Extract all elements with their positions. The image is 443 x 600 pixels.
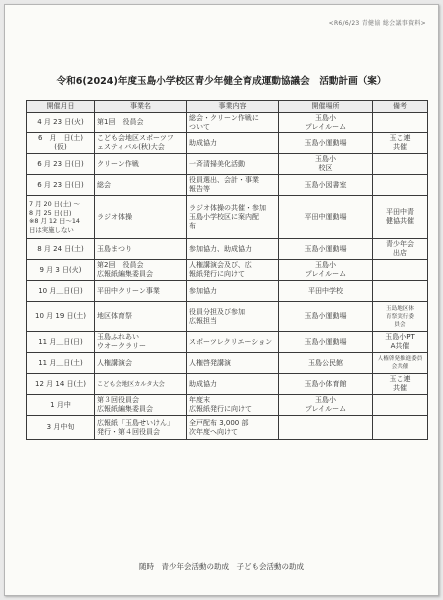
cell-date	[27, 353, 95, 374]
cell-place	[279, 353, 373, 374]
cell-note-line: 玉島小PT	[385, 333, 415, 341]
cell-place	[279, 113, 373, 133]
cell-date-line: 6 月 日(土)	[38, 134, 83, 142]
table-row	[27, 113, 428, 133]
cell-event-line: 広報紙「玉島せいけん」	[97, 418, 174, 427]
cell-content	[187, 332, 279, 353]
cell-event-line: こども会地区カルタ大会	[97, 380, 165, 388]
cell-note-line: 玉こ連	[389, 134, 411, 142]
table-row	[27, 239, 428, 260]
cell-place	[279, 416, 373, 440]
cell-content-line: 玉島小学校区に案内配	[189, 212, 259, 221]
cell-date-line: 3 月中旬	[46, 423, 75, 431]
cell-content-line: 報告等	[189, 185, 210, 193]
cell-date-line: ※8 月 12 日～14	[29, 217, 80, 225]
cell-event	[95, 133, 187, 154]
cell-event-line: 発行・第４回役員会	[97, 427, 160, 436]
cell-note	[373, 196, 428, 239]
cell-place-line: 玉島小運動場	[304, 337, 347, 346]
cell-content	[187, 302, 279, 332]
cell-content	[187, 113, 279, 133]
cell-event-line: 地区体育祭	[97, 312, 132, 320]
cell-event-line: こども会地区スポーツフ	[97, 134, 174, 142]
cell-place-line: 校区	[318, 164, 333, 172]
cell-content-line: 布	[189, 221, 196, 230]
header-place: 開催場所	[279, 101, 373, 113]
cell-note	[373, 133, 428, 154]
cell-event-line: 人権講演会	[97, 358, 132, 367]
cell-date	[27, 260, 95, 281]
cell-date-line: 日は実施しない	[29, 225, 74, 234]
header-note: 備考	[373, 101, 428, 113]
activity-plan-table	[26, 100, 428, 440]
cell-date	[27, 239, 95, 260]
cell-event-line: クリーン作戦	[97, 159, 139, 168]
table-row	[27, 133, 428, 154]
cell-place	[279, 239, 373, 260]
cell-event	[95, 239, 187, 260]
cell-date	[27, 332, 95, 353]
cell-note	[373, 374, 428, 395]
cell-note-line: A共催	[390, 342, 410, 350]
cell-date	[27, 302, 95, 332]
table-row	[27, 302, 428, 332]
cell-content	[187, 353, 279, 374]
cell-note	[373, 154, 428, 175]
cell-place	[279, 374, 373, 395]
cell-note-line: 共催	[393, 143, 407, 151]
cell-date-line: 4 月 23 日(火)	[37, 118, 84, 126]
cell-note	[373, 332, 428, 353]
cell-content-line: 一斉清掃美化活動	[189, 159, 245, 168]
cell-place	[279, 175, 373, 196]
cell-note-line: 育祭実行委	[386, 313, 414, 320]
cell-event-line: 第2回 役員会	[97, 261, 144, 269]
cell-event	[95, 175, 187, 196]
cell-date	[27, 154, 95, 175]
cell-content	[187, 196, 279, 239]
cell-place-line: プレイルーム	[304, 270, 347, 278]
cell-note	[373, 353, 428, 374]
cell-place	[279, 395, 373, 416]
cell-place	[279, 281, 373, 302]
cell-place-line: 玉島公民館	[308, 358, 343, 367]
cell-note	[373, 239, 428, 260]
cell-date-line: 10 月 19 日(土)	[35, 312, 86, 320]
cell-content-line: 人権啓発講演	[189, 358, 231, 367]
cell-note	[373, 113, 428, 133]
cell-place	[279, 260, 373, 281]
cell-place-line: 玉島小運動場	[304, 312, 347, 320]
cell-content	[187, 416, 279, 440]
cell-content-line: 参加協力、助成協力	[189, 244, 252, 253]
cell-event	[95, 196, 187, 239]
cell-content	[187, 154, 279, 175]
cell-place-line: 平田中運動場	[304, 212, 347, 221]
cell-event	[95, 302, 187, 332]
cell-event-line: 第３回役員会	[97, 396, 139, 404]
cell-event	[95, 353, 187, 374]
cell-content-line: 報紙発行に向けて	[189, 270, 245, 278]
cell-place	[279, 196, 373, 239]
cell-content	[187, 239, 279, 260]
cell-content	[187, 281, 279, 302]
cell-place-line: プレイルーム	[304, 405, 347, 413]
cell-date-line: 9 月 3 日(火)	[39, 265, 82, 274]
cell-event-line: 総会	[97, 180, 111, 189]
cell-event	[95, 281, 187, 302]
cell-content-line: 次年度へ向けて	[189, 427, 238, 436]
cell-note-line: 玉島地区体	[386, 305, 414, 312]
cell-date-line: 10 月＿日(日)	[38, 286, 83, 295]
cell-event	[95, 332, 187, 353]
cell-content-line: 全戸配布 3,000 部	[189, 418, 249, 427]
header-date: 開催月日	[27, 101, 95, 113]
cell-place-line: 玉島小運動場	[304, 138, 347, 147]
cell-date	[27, 196, 95, 239]
cell-place-line: 玉島小運動場	[304, 244, 347, 253]
cell-content-line: ラジオ体操の共催・参加	[189, 203, 266, 212]
cell-date-line: 6 月 23 日(日)	[37, 159, 84, 168]
cell-event	[95, 113, 187, 133]
cell-content	[187, 395, 279, 416]
cell-note	[373, 302, 428, 332]
cell-place	[279, 133, 373, 154]
header-content: 事業内容	[187, 101, 279, 113]
cell-date-line: 11 月＿日(土)	[38, 358, 83, 367]
cell-place	[279, 154, 373, 175]
cell-date-line: (仮)	[54, 143, 67, 151]
cell-date	[27, 374, 95, 395]
table-row	[27, 353, 428, 374]
cell-event	[95, 260, 187, 281]
cell-date	[27, 113, 95, 133]
cell-date-line: 11 月＿日(日)	[38, 337, 83, 346]
cell-date	[27, 133, 95, 154]
footer-note: 随時 青少年会活動の助成 子ども会活動の助成	[139, 562, 304, 571]
cell-date-line: 1 月中	[50, 400, 71, 409]
cell-event-line: 玉島まつり	[97, 244, 132, 253]
cell-place	[279, 302, 373, 332]
document-page	[4, 4, 439, 596]
cell-place-line: 玉島小図書室	[304, 180, 347, 189]
cell-content-line: 役員分担及び参加	[189, 307, 245, 316]
cell-place-line: 玉島小体育館	[304, 379, 347, 388]
cell-date-line: 6 月 23 日(日)	[37, 180, 84, 189]
cell-note-line: 青少年会	[386, 240, 414, 248]
cell-event-line: 平田中クリーン事業	[97, 286, 160, 295]
cell-event	[95, 154, 187, 175]
cell-place-line: 玉島小	[315, 155, 336, 163]
cell-content	[187, 133, 279, 154]
cell-date	[27, 416, 95, 440]
cell-note-line: 平田中青	[386, 208, 414, 216]
cell-event	[95, 395, 187, 416]
cell-note-line: 共催	[393, 384, 407, 392]
table-row	[27, 260, 428, 281]
cell-place-line: 平田中学校	[308, 286, 343, 295]
cell-place	[279, 332, 373, 353]
table-row	[27, 154, 428, 175]
cell-note-line: 玉こ連	[389, 375, 411, 383]
cell-date-line: 12 月 14 日(土)	[35, 379, 86, 388]
cell-content-line: 参加協力	[189, 286, 217, 295]
cell-content-line: 助成協力	[189, 138, 217, 147]
cell-content-line: 総会・クリーン作戦に	[189, 113, 259, 122]
cell-event-line: ラジオ体操	[97, 212, 132, 221]
header-note: <R6/6/23 青健協 総会議事資料>	[328, 20, 426, 27]
cell-content-line: 人権講演会及び、広	[189, 261, 252, 269]
cell-content-line: 役員選出、会計・事業	[189, 176, 259, 184]
page-title: 令和6(2024)年度玉島小学校区青少年健全育成運動協議会 活動計画（案）	[56, 76, 387, 87]
cell-note-line: 出店	[393, 249, 407, 257]
cell-date-line: 7 月 20 日(土) ～	[29, 200, 80, 208]
cell-event-line: 広報紙編集委員会	[97, 270, 153, 278]
cell-note-line: 会共催	[391, 364, 409, 370]
cell-event-line: 玉島ふれあい	[97, 333, 139, 341]
cell-date-line: 8 月 25 日(日)	[29, 208, 72, 217]
cell-event-line: ェスティバル(秋)大会	[97, 143, 165, 151]
cell-content-line: ついて	[189, 122, 210, 131]
table-row	[27, 332, 428, 353]
cell-event	[95, 374, 187, 395]
cell-date	[27, 175, 95, 196]
cell-note	[373, 281, 428, 302]
cell-place-line: 玉島小	[315, 261, 336, 269]
cell-event-line: 広報紙編集委員会	[97, 405, 153, 413]
cell-event-line: 第1回 役員会	[97, 118, 144, 126]
cell-content	[187, 374, 279, 395]
cell-note	[373, 395, 428, 416]
cell-note	[373, 175, 428, 196]
cell-note-line: 健協共催	[386, 217, 414, 225]
cell-content	[187, 260, 279, 281]
table-body	[27, 113, 428, 440]
header-event: 事業名	[95, 101, 187, 113]
cell-note-line: 人権啓発推進委員	[377, 356, 423, 362]
cell-content-line: 広報紙発行に向けて	[189, 405, 252, 413]
table-row	[27, 196, 428, 239]
table-row	[27, 175, 428, 196]
cell-date-line: 8 月 24 日(土)	[37, 244, 84, 253]
cell-place-line: 玉島小	[315, 396, 336, 404]
cell-event-line: ウオークラリー	[97, 342, 146, 350]
table-row	[27, 281, 428, 302]
cell-note	[373, 260, 428, 281]
cell-date	[27, 281, 95, 302]
cell-place-line: 玉島小	[315, 113, 336, 122]
cell-content-line: スポーツレクリエーション	[189, 337, 273, 346]
cell-date	[27, 395, 95, 416]
cell-event	[95, 416, 187, 440]
cell-content	[187, 175, 279, 196]
table-row	[27, 416, 428, 440]
table-row	[27, 395, 428, 416]
table-header-row	[27, 101, 428, 113]
cell-content-line: 助成協力	[189, 379, 217, 388]
cell-note-line: 員会	[394, 321, 406, 328]
cell-content-line: 広報担当	[189, 316, 217, 325]
cell-place-line: プレイルーム	[304, 122, 347, 131]
cell-note	[373, 416, 428, 440]
table-row	[27, 374, 428, 395]
cell-content-line: 年度末	[189, 396, 210, 404]
